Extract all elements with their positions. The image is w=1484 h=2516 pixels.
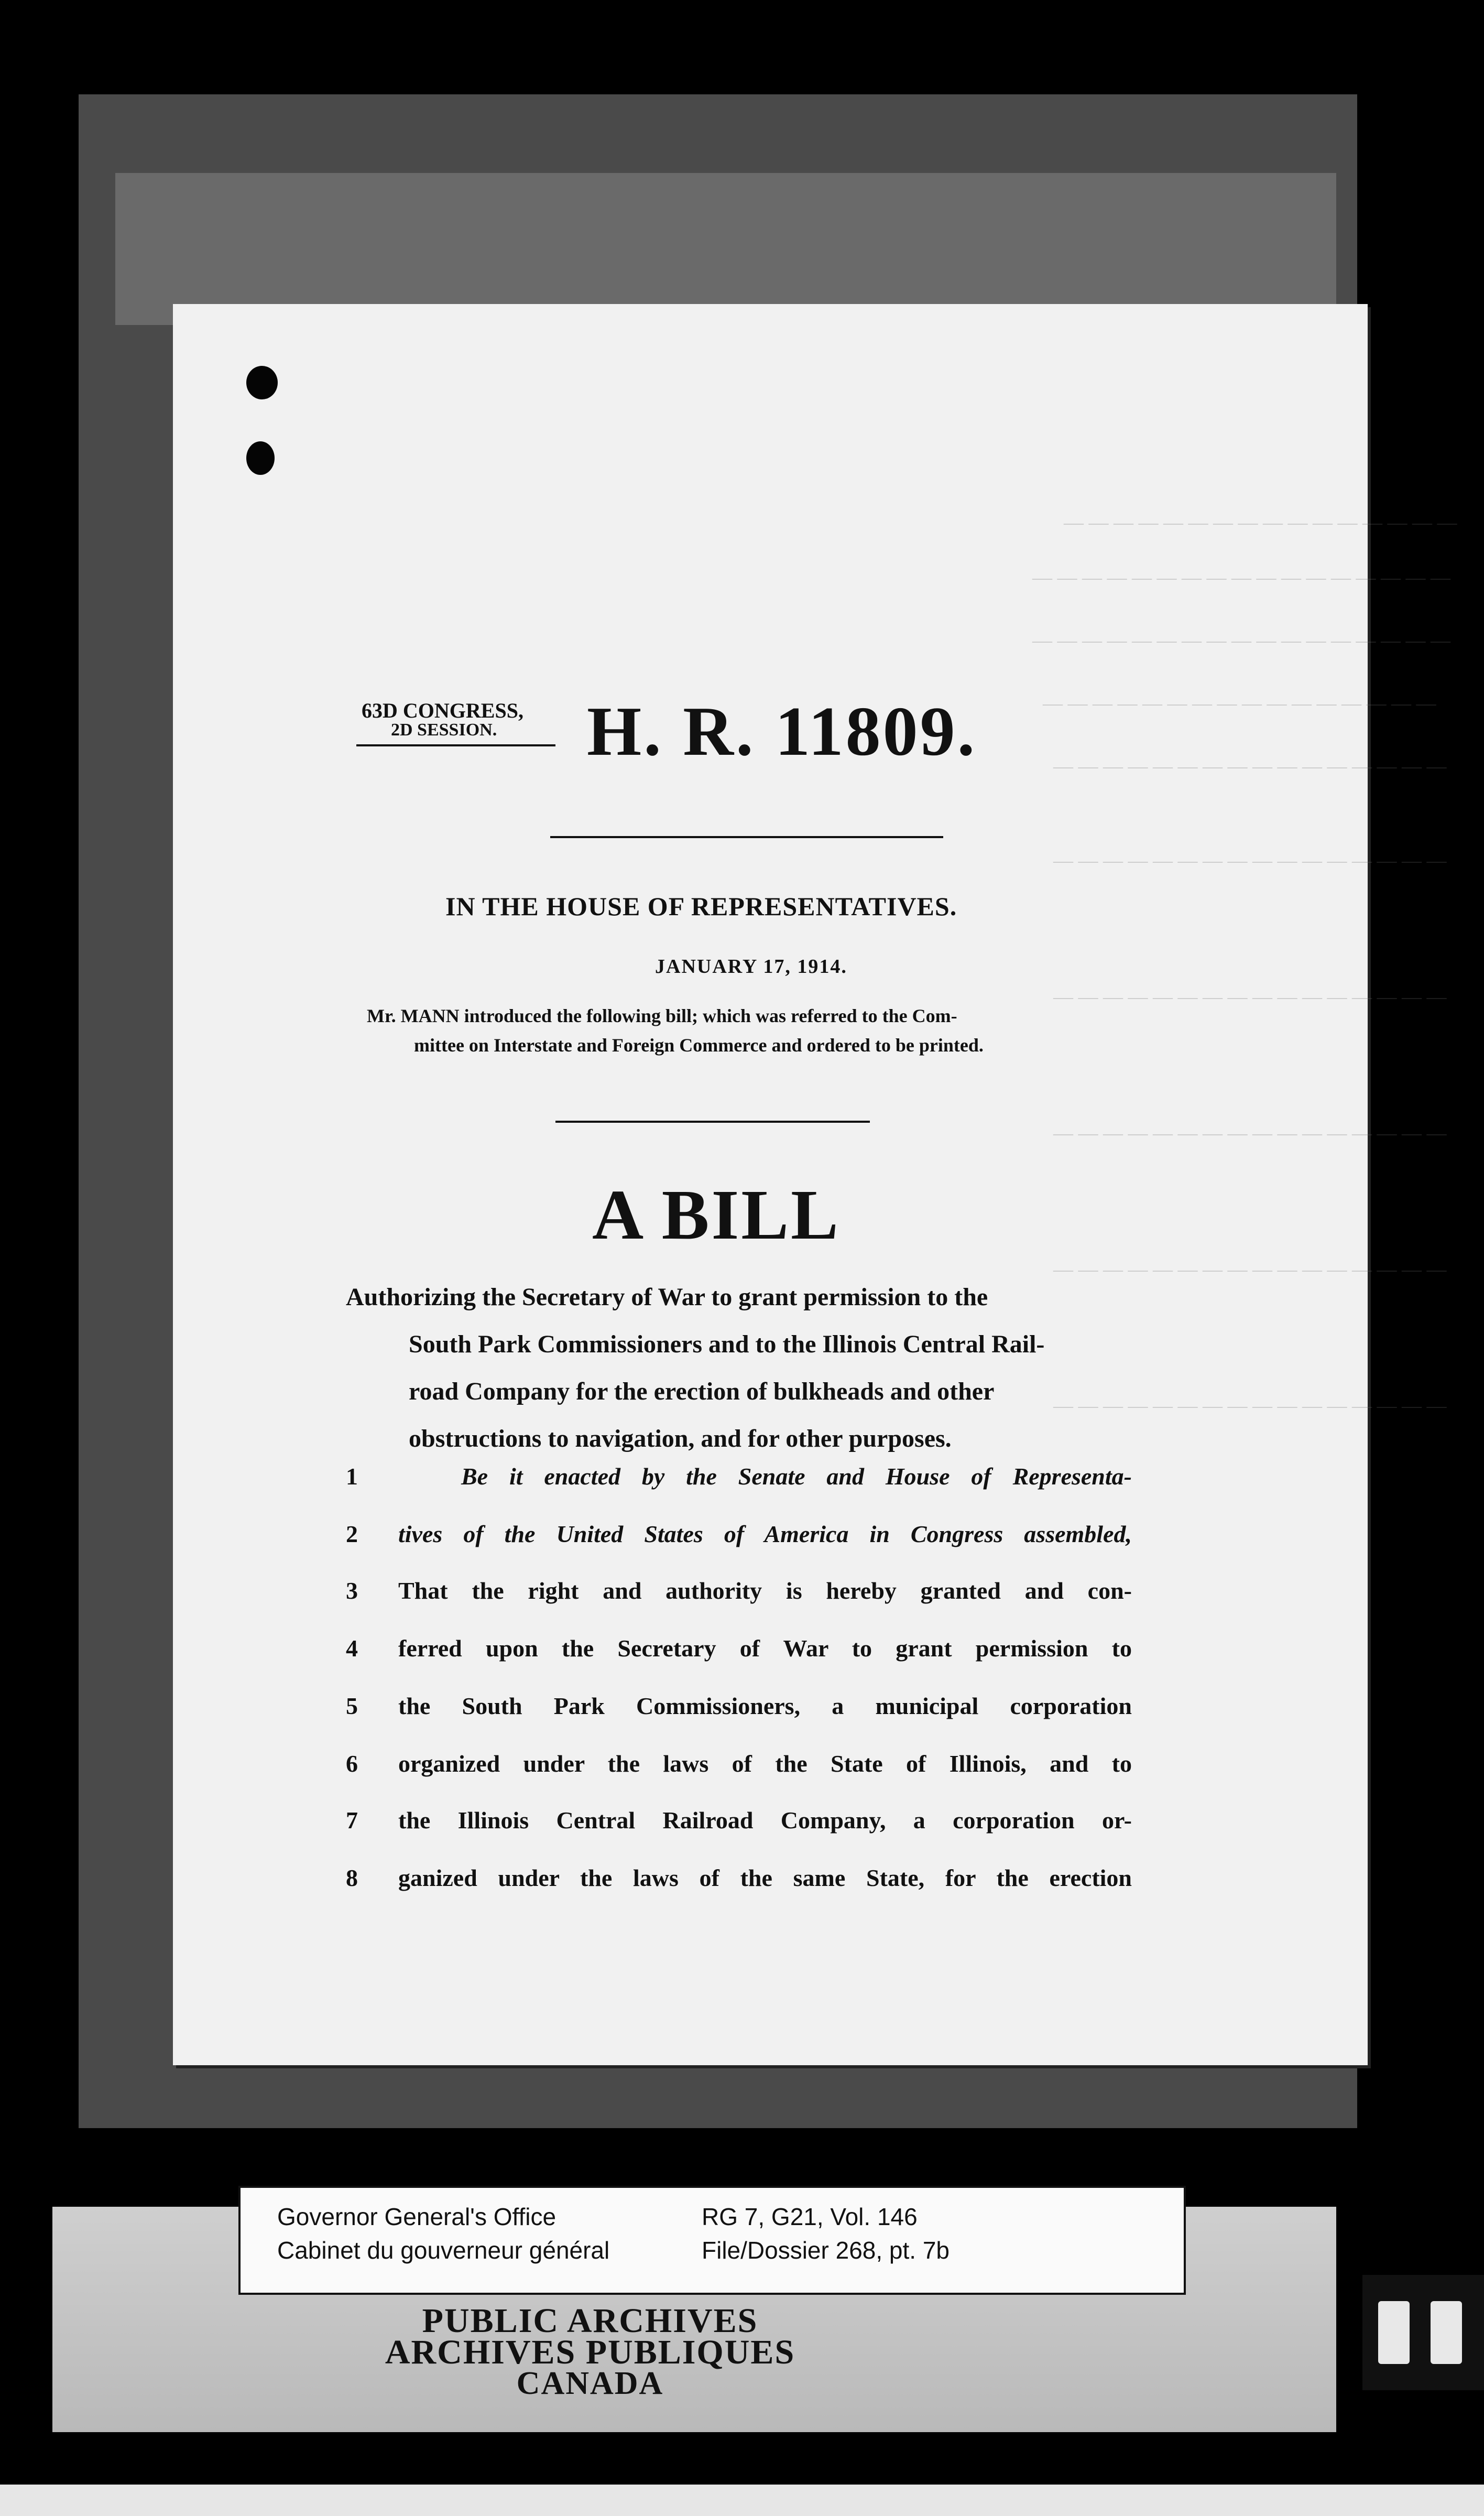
introduction-date: JANUARY 17, 1914. [655, 956, 847, 978]
chamber-heading: IN THE HOUSE OF REPRESENTATIVES. [445, 892, 957, 921]
bill-text-line: ganized under the laws of the same State, for the erection [398, 1864, 1132, 1891]
archive-reference-label [238, 2186, 1186, 2295]
archive-stamp-line: ARCHIVES PUBLIQUES [385, 2333, 795, 2371]
record-group: RG 7, G21, Vol. 146 [702, 2203, 918, 2230]
show-through-text: — — — — — — — — — — — — — — — — — [1032, 630, 1450, 652]
line-number: 5 [346, 1693, 358, 1719]
bill-text-line: That the right and authority is hereby granted and con- [398, 1577, 1132, 1604]
introduction-line: mittee on Interstate and Foreign Commerce and ordered to be printed. [414, 1035, 984, 1056]
scan-edge [0, 2485, 1484, 2516]
show-through-text: — — — — — — — — — — — — — — — — [1053, 986, 1447, 1008]
introduction-note [367, 1001, 1111, 1060]
bill-text-line: ferred upon the Secretary of War to grant permission to [398, 1635, 1132, 1662]
bill-number: H. R. 11809. [587, 692, 977, 770]
purpose-line: obstructions to navigation, and for other purposes. [409, 1425, 952, 1452]
introduction-line: Mr. MANN introduced the following bill; which was referred to the Com- [367, 1005, 957, 1026]
bill-text-line: the Illinois Central Railroad Company, a corporation or- [398, 1807, 1132, 1834]
bill-text-line: organized under the laws of the State of Illinois, and to [398, 1750, 1132, 1777]
congress-label: 63D CONGRESS, [362, 699, 523, 722]
bill-title: A BILL [592, 1176, 841, 1254]
bill-text-line: the South Park Commissioners, a municipal corporation [398, 1693, 1132, 1719]
show-through-text: — — — — — — — — — — — — — — — — [1053, 755, 1447, 777]
line-number: 7 [346, 1807, 358, 1834]
office-name-fr: Cabinet du gouverneur général [277, 2237, 610, 2264]
punch-hole-bottom [246, 441, 275, 475]
film-frame-window [1378, 2301, 1410, 2364]
divider-rule [555, 1121, 870, 1123]
line-number: 6 [346, 1750, 358, 1777]
bill-text-line: Be it enacted by the Senate and House of Representa- [461, 1463, 1132, 1490]
file-reference: File/Dossier 268, pt. 7b [702, 2237, 950, 2264]
line-number: 2 [346, 1521, 358, 1547]
show-through-text: — — — — — — — — — — — — — — — — — [1032, 567, 1450, 589]
show-through-text: — — — — — — — — — — — — — — — — [1053, 1259, 1447, 1281]
session-underline [356, 744, 555, 746]
line-number: 1 [346, 1463, 358, 1490]
divider-rule [550, 836, 943, 838]
mount-upper-panel [115, 173, 1336, 325]
show-through-text: — — — — — — — — — — — — — — — — [1064, 512, 1457, 534]
purpose-line: South Park Commissioners and to the Illinois Central Rail- [409, 1330, 1045, 1358]
show-through-text: — — — — — — — — — — — — — — — — [1053, 850, 1447, 872]
film-frame-strip [1362, 2275, 1484, 2390]
bill-text-line: tives of the United States of America in Congress assembled, [398, 1521, 1132, 1547]
film-frame-window [1431, 2301, 1462, 2364]
line-number: 4 [346, 1635, 358, 1662]
punch-hole-top [246, 366, 278, 399]
show-through-text: — — — — — — — — — — — — — — — — [1053, 1395, 1447, 1417]
archive-stamp-line: CANADA [516, 2366, 664, 2401]
archive-stamp-line: PUBLIC ARCHIVES [422, 2302, 758, 2340]
session-label: 2D SESSION. [391, 720, 497, 740]
office-name-en: Governor General's Office [277, 2203, 556, 2230]
line-number: 8 [346, 1864, 358, 1891]
bill-purpose [346, 1274, 1142, 1462]
show-through-text: — — — — — — — — — — — — — — — — [1053, 1122, 1447, 1144]
show-through-text: — — — — — — — — — — — — — — — — [1043, 692, 1436, 714]
purpose-line: road Company for the erection of bulkheads and other [409, 1378, 995, 1405]
purpose-line: Authorizing the Secretary of War to grant permission to the [346, 1283, 988, 1311]
line-number: 3 [346, 1577, 358, 1604]
